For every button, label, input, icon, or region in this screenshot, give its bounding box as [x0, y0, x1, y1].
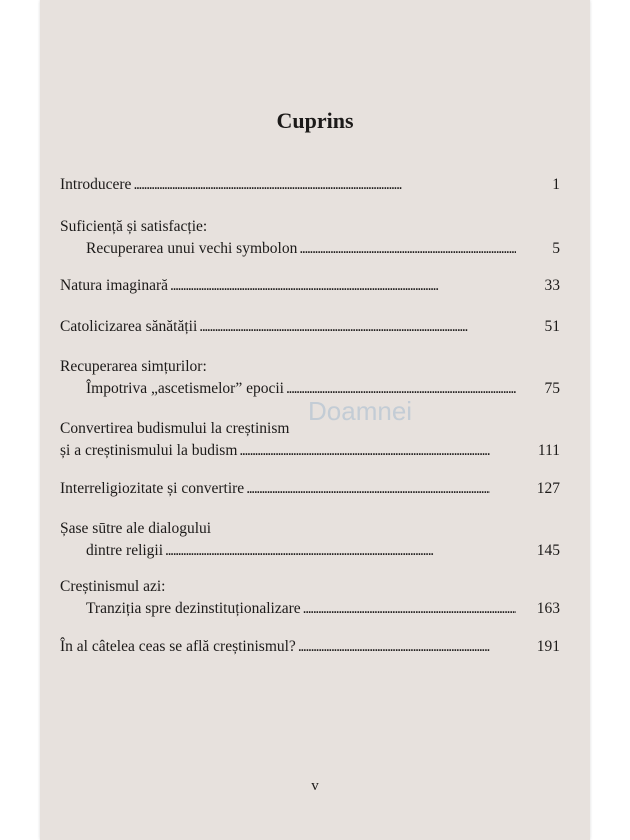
toc-entry-page: 145	[536, 542, 560, 559]
toc-entry-suficienta	[60, 216, 560, 260]
toc-entry-sase-sutre	[60, 518, 560, 562]
toc-entry-page: 5	[552, 240, 560, 257]
toc-entry-page: 111	[537, 442, 560, 459]
toc-entry-page: 33	[544, 277, 560, 294]
toc-entry-page: 1	[552, 176, 560, 193]
toc-entry-subtitle: dintre religii . . .	[60, 540, 516, 562]
toc-entry-page: 191	[536, 638, 560, 655]
toc-entry-title: Suficiență și satisfacție:	[60, 218, 208, 235]
page-number-footer: v	[311, 778, 319, 794]
toc-entry-natura	[60, 275, 560, 297]
toc-entry-title: Recuperarea simțurilor:	[60, 358, 207, 375]
toc-entry-page: 75	[544, 380, 560, 397]
toc-entry-title: Natura imaginară . . .	[60, 275, 490, 297]
page-title: Cuprins	[276, 108, 354, 133]
toc-entry-subtitle: Recuperarea unui vechi symbolon . . .	[60, 238, 516, 260]
toc-entry-crestinismul-azi	[60, 576, 560, 620]
toc-entry-page: 163	[536, 600, 560, 617]
toc-entry-introducere	[60, 174, 560, 196]
toc-entry-title: Creștinismul azi:	[60, 578, 166, 595]
toc-entry-subtitle: și a creștinismului la budism . . .	[60, 440, 490, 462]
toc-entry-title: Interreligiozitate și convertire . . .	[60, 478, 490, 500]
toc-entry-interreligiozitate	[60, 478, 560, 500]
toc-entry-catolicizarea	[60, 316, 560, 338]
toc-entry-subtitle: Împotriva „ascetismelor” epocii . . .	[60, 378, 516, 400]
toc-entry-title: Introducere . . .	[60, 174, 490, 196]
toc-entry-subtitle: Tranziția spre dezinstituționalizare . . .	[60, 598, 516, 620]
toc-entry-title: Șase sūtre ale dialogului	[60, 520, 212, 537]
toc-entry-in-al-catelea	[60, 636, 560, 658]
book-page	[40, 0, 590, 840]
toc-entry-recuperarea	[60, 356, 560, 400]
toc-entry-page: 127	[536, 480, 560, 497]
toc-entry-title: Catolicizarea sănătății . . .	[60, 316, 490, 338]
watermark-logo: Doamnei	[308, 396, 413, 426]
toc-entry-title: În al câtelea ceas se află creștinismul? . . .	[60, 636, 490, 658]
toc-entry-page: 51	[544, 318, 560, 335]
toc-entry-title: Convertirea budismului la creștinism	[60, 420, 290, 437]
